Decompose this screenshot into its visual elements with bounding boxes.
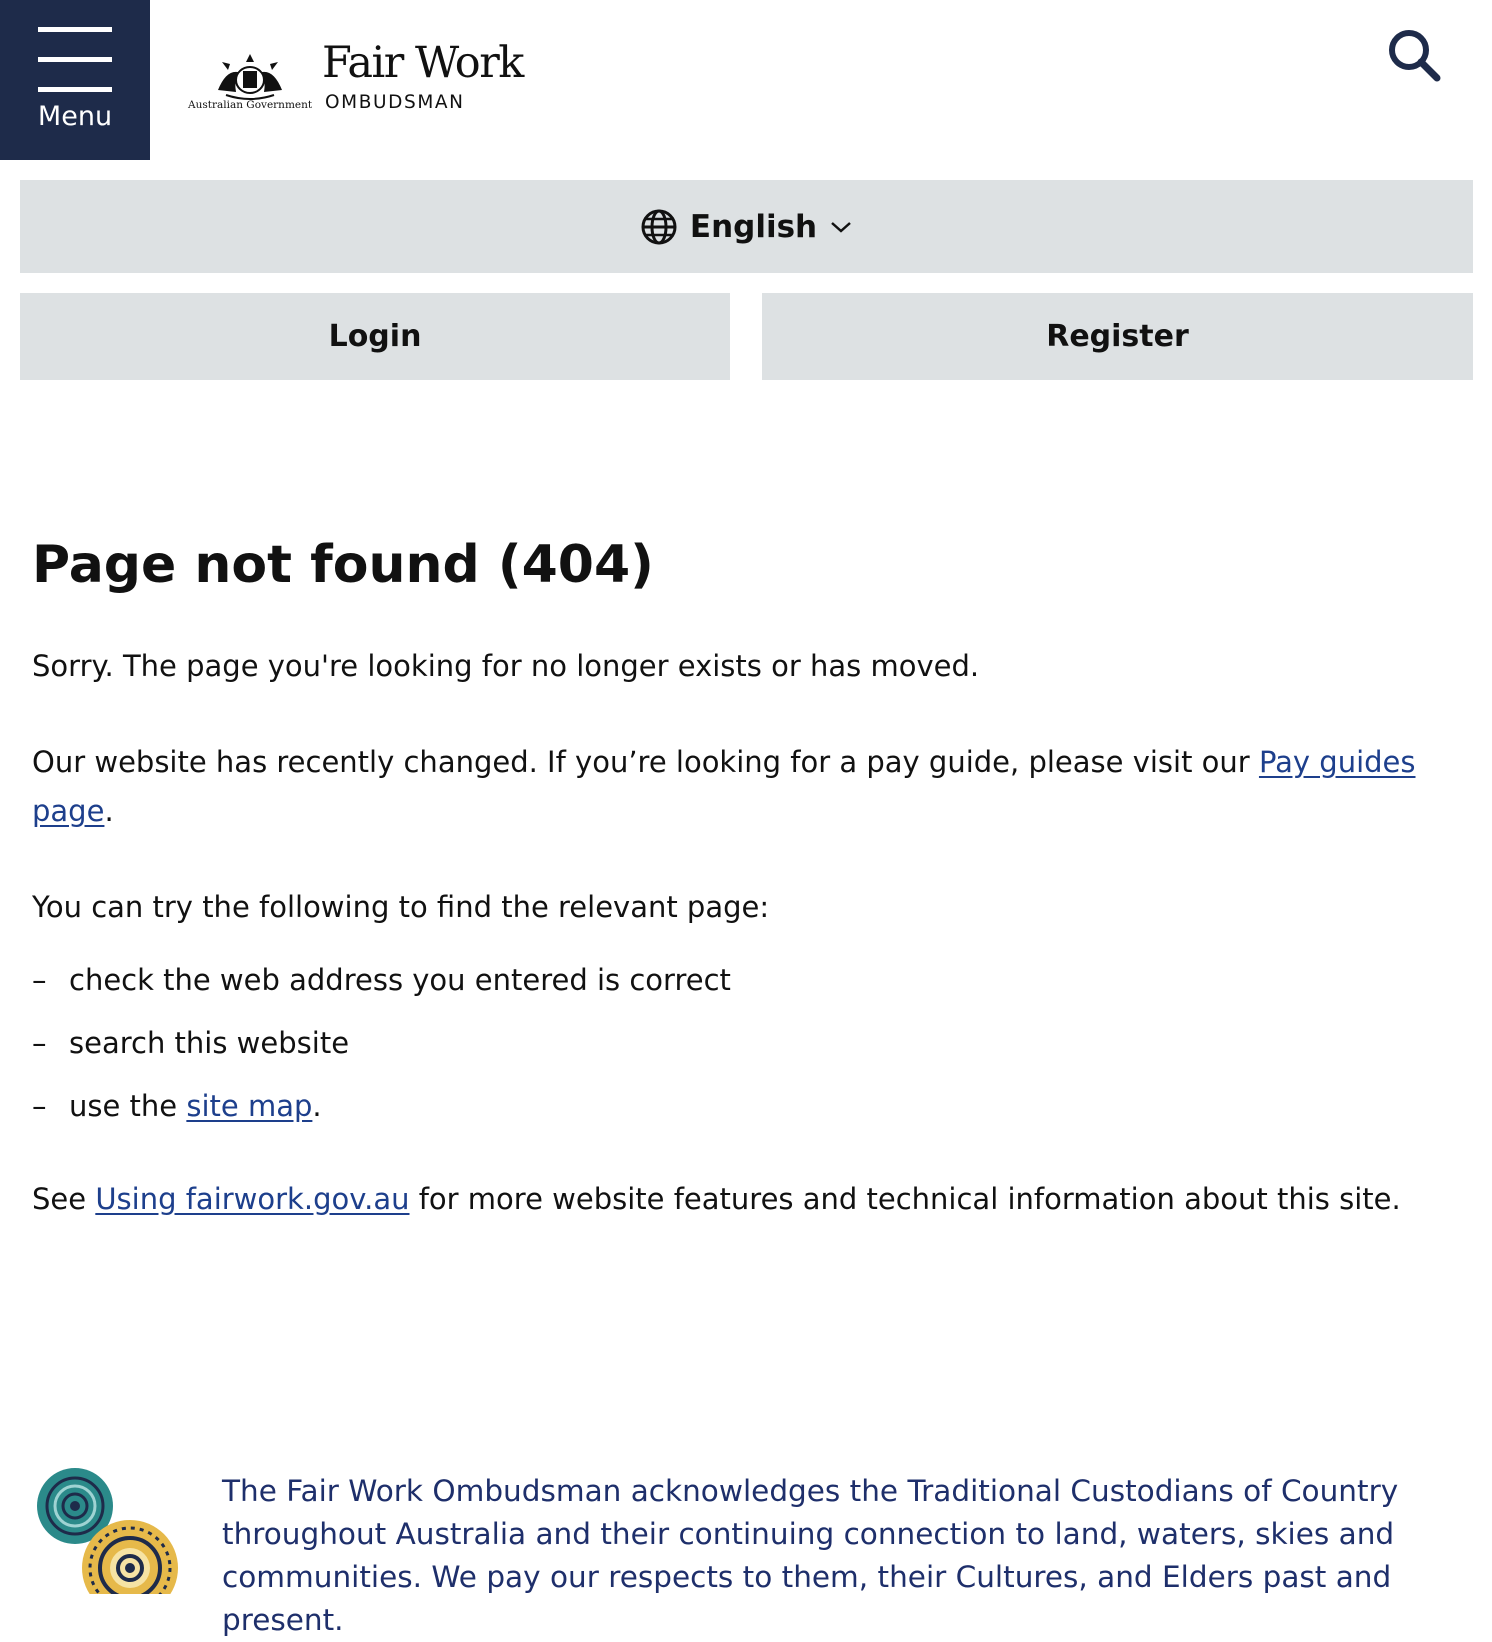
list-item-text: check the web address you entered is correct (69, 963, 731, 997)
fair-work-logo[interactable] (188, 40, 528, 120)
gov-text: Australian Government (188, 99, 313, 111)
menu-label: Menu (37, 101, 113, 132)
using-fairwork-link[interactable]: Using fairwork.gov.au (95, 1182, 410, 1216)
see-text-end: for more website features and technical information about this site. (409, 1182, 1401, 1216)
language-selector[interactable] (20, 180, 1473, 273)
pay-guides-link[interactable]: Pay guides page (32, 745, 1416, 828)
chevron-down-icon (829, 219, 853, 235)
list-item-text: search this website (69, 1026, 350, 1060)
changed-text-end: . (104, 794, 114, 828)
suggestion-list (32, 956, 1452, 1131)
list-item: – search this website (32, 1026, 350, 1060)
sitemap-text-end: . (312, 1089, 322, 1123)
site-map-link[interactable]: site map (186, 1089, 313, 1123)
globe-icon (640, 208, 678, 246)
language-label: English (689, 208, 818, 245)
sorry-text: Sorry. The page you're looking for no longer exists or has moved. (32, 649, 980, 683)
list-item: – use the site map. (32, 1089, 322, 1123)
hamburger-icon-bar (38, 87, 112, 92)
changed-text: Our website has recently changed. If you’re looking for a pay guide, please visit our (32, 745, 1259, 779)
see-text: See (32, 1182, 96, 1216)
try-text: You can try the following to find the relevant page: (32, 890, 770, 924)
aboriginal-art-icon (30, 1468, 190, 1594)
search-icon (1385, 26, 1445, 86)
hamburger-icon-bar (38, 27, 112, 32)
login-button[interactable]: Login (20, 293, 730, 380)
register-button[interactable]: Register (762, 293, 1473, 380)
logo-subtitle: OMBUDSMAN (325, 92, 465, 113)
main-content (32, 525, 1452, 1224)
changed-paragraph (32, 738, 1452, 836)
page-title: Page not found (404) (32, 535, 654, 595)
hamburger-icon-bar (38, 57, 112, 62)
menu-button[interactable] (0, 0, 150, 160)
logo-title: Fair Work (322, 38, 523, 88)
list-item: – check the web address you entered is correct (32, 963, 731, 997)
sitemap-text: use the (69, 1089, 187, 1123)
acknowledgement-text: The Fair Work Ombudsman acknowledges the Traditional Custodians of Country throughout Australia and their continuing connection to land, waters, skies and communities. We pay our respects to them, their Cultures, and Elders past and present. (222, 1474, 1399, 1637)
see-paragraph (32, 1175, 1452, 1224)
search-button[interactable] (1385, 26, 1445, 86)
